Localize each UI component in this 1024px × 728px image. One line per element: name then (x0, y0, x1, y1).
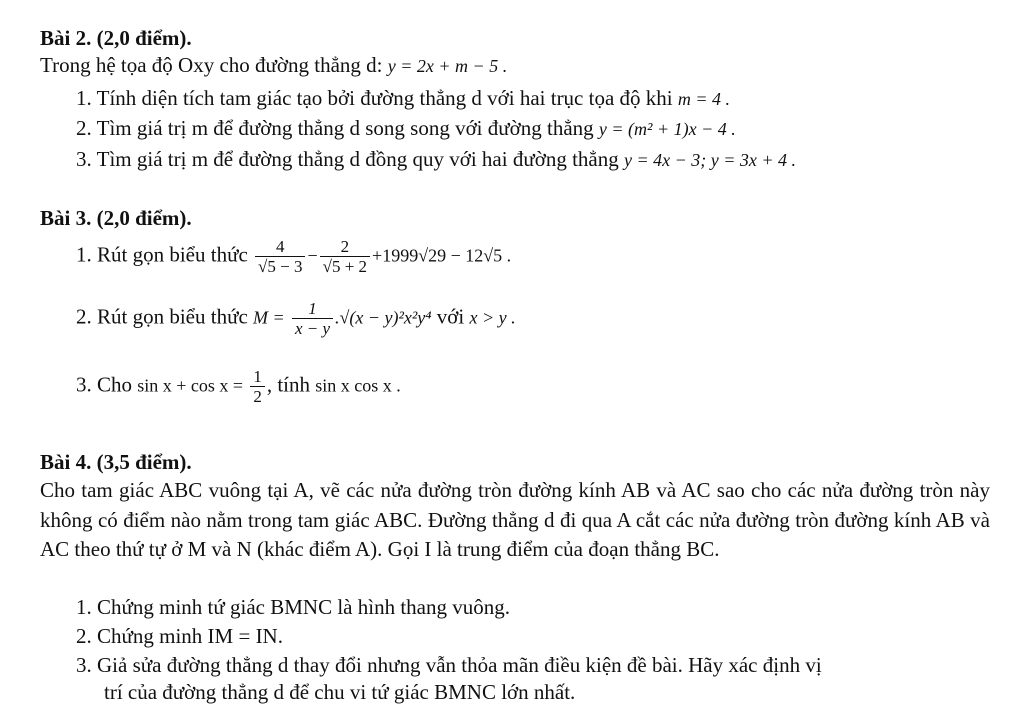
bai2-item-1 (76, 88, 730, 109)
bai4-item-2 (76, 626, 283, 647)
item-text: Rút gọn biểu thức (97, 304, 254, 329)
fraction-denominator: √5 − 3 (255, 256, 305, 276)
fraction-numerator: 1 (253, 367, 262, 386)
item-text: Rút gọn biểu thức (97, 242, 254, 267)
fraction (292, 300, 333, 338)
expression-rhs: sin x cos x . (315, 375, 401, 396)
fraction-numerator: 1 (308, 299, 317, 318)
minus-sign: − (307, 245, 318, 266)
item-math: m = 4 . (677, 89, 731, 109)
mid-text: , tính (266, 372, 316, 397)
bai4-item-3-continuation: trí của đường thẳng d để chu vi tứ giác BMNC lớn nhất. (104, 680, 576, 704)
item-number: 1. (76, 242, 92, 267)
condition: x > y . (469, 307, 516, 328)
with-word: với (431, 304, 470, 329)
fraction-numerator: 2 (340, 237, 350, 256)
bai3-item-2 (76, 300, 516, 338)
bai3-item-3 (76, 368, 401, 406)
item-number: 1. (76, 86, 92, 110)
item-text: Chứng minh IM = IN. (97, 624, 283, 648)
bai2-item-2 (76, 118, 736, 139)
expression-lhs: sin x + cos x = (137, 375, 244, 396)
item-text: Tính diện tích tam giác tạo bởi đường thẳng d với hai trục tọa độ khi (96, 86, 678, 110)
item-number: 2. (76, 116, 92, 140)
bai2-heading: Bài 2. (2,0 điểm). (40, 26, 192, 50)
bai4-item-3 (76, 655, 822, 676)
item-number: 3. (76, 147, 92, 171)
radical-expression: .√(x − y)²x²y⁴ (335, 307, 432, 328)
bai3-heading: Bài 3. (2,0 điểm). (40, 206, 192, 230)
fraction-denominator: √5 + 2 (320, 256, 370, 276)
item-number: 3. (76, 372, 92, 397)
item-number: 3. (76, 653, 92, 677)
fraction (250, 368, 265, 406)
bai4-paragraph: Cho tam giác ABC vuông tại A, vẽ các nửa đường tròn đường kính AB và AC sao cho các nửa đường tròn này không có điểm nào nằm trong tam giác ABC. Đường thẳng d đi qua A cắt các nửa đường tròn đường kính AB và AC theo thứ tự ở M và N (khác điểm A). Gọi I là trung điểm của đoạn thẳng BC. (40, 478, 990, 561)
item-text: Chứng minh tứ giác BMNC là hình thang vuông. (97, 595, 510, 619)
bai2-intro-math: y = 2x + m − 5 . (387, 56, 508, 76)
fraction-numerator: 4 (276, 237, 285, 256)
expression-lhs: M = (253, 307, 285, 328)
item-text: Tìm giá trị m để đường thẳng d đồng quy với hai đường thẳng (96, 147, 624, 171)
bai2-item-3 (76, 149, 796, 170)
item-text: Tìm giá trị m để đường thẳng d song song với đường thẳng (96, 116, 599, 140)
fraction-2 (320, 238, 370, 276)
bai4-heading: Bài 4. (3,5 điểm). (40, 450, 192, 474)
bai3-item-1 (76, 238, 511, 276)
bai2-intro-text: Trong hệ tọa độ Oxy cho đường thẳng d: (40, 53, 388, 77)
expression-tail: +1999√29 − 12√5 . (372, 245, 512, 266)
item-number: 2. (76, 304, 92, 329)
item-number: 1. (76, 595, 92, 619)
fraction-denominator: 2 (250, 386, 265, 406)
item-math: y = 4x − 3; y = 3x + 4 . (623, 150, 797, 170)
fraction-denominator: x − y (292, 318, 333, 338)
item-text: Cho (97, 372, 138, 397)
item-number: 2. (76, 624, 92, 648)
item-text: Giả sửa đường thẳng d thay đổi nhưng vẫn thỏa mãn điều kiện đề bài. Hãy xác định vị (97, 653, 822, 677)
item-math: y = (m² + 1)x − 4 . (598, 119, 736, 139)
bai4-item-1 (76, 597, 510, 618)
bai2-intro (40, 55, 507, 76)
fraction-1 (255, 238, 305, 276)
